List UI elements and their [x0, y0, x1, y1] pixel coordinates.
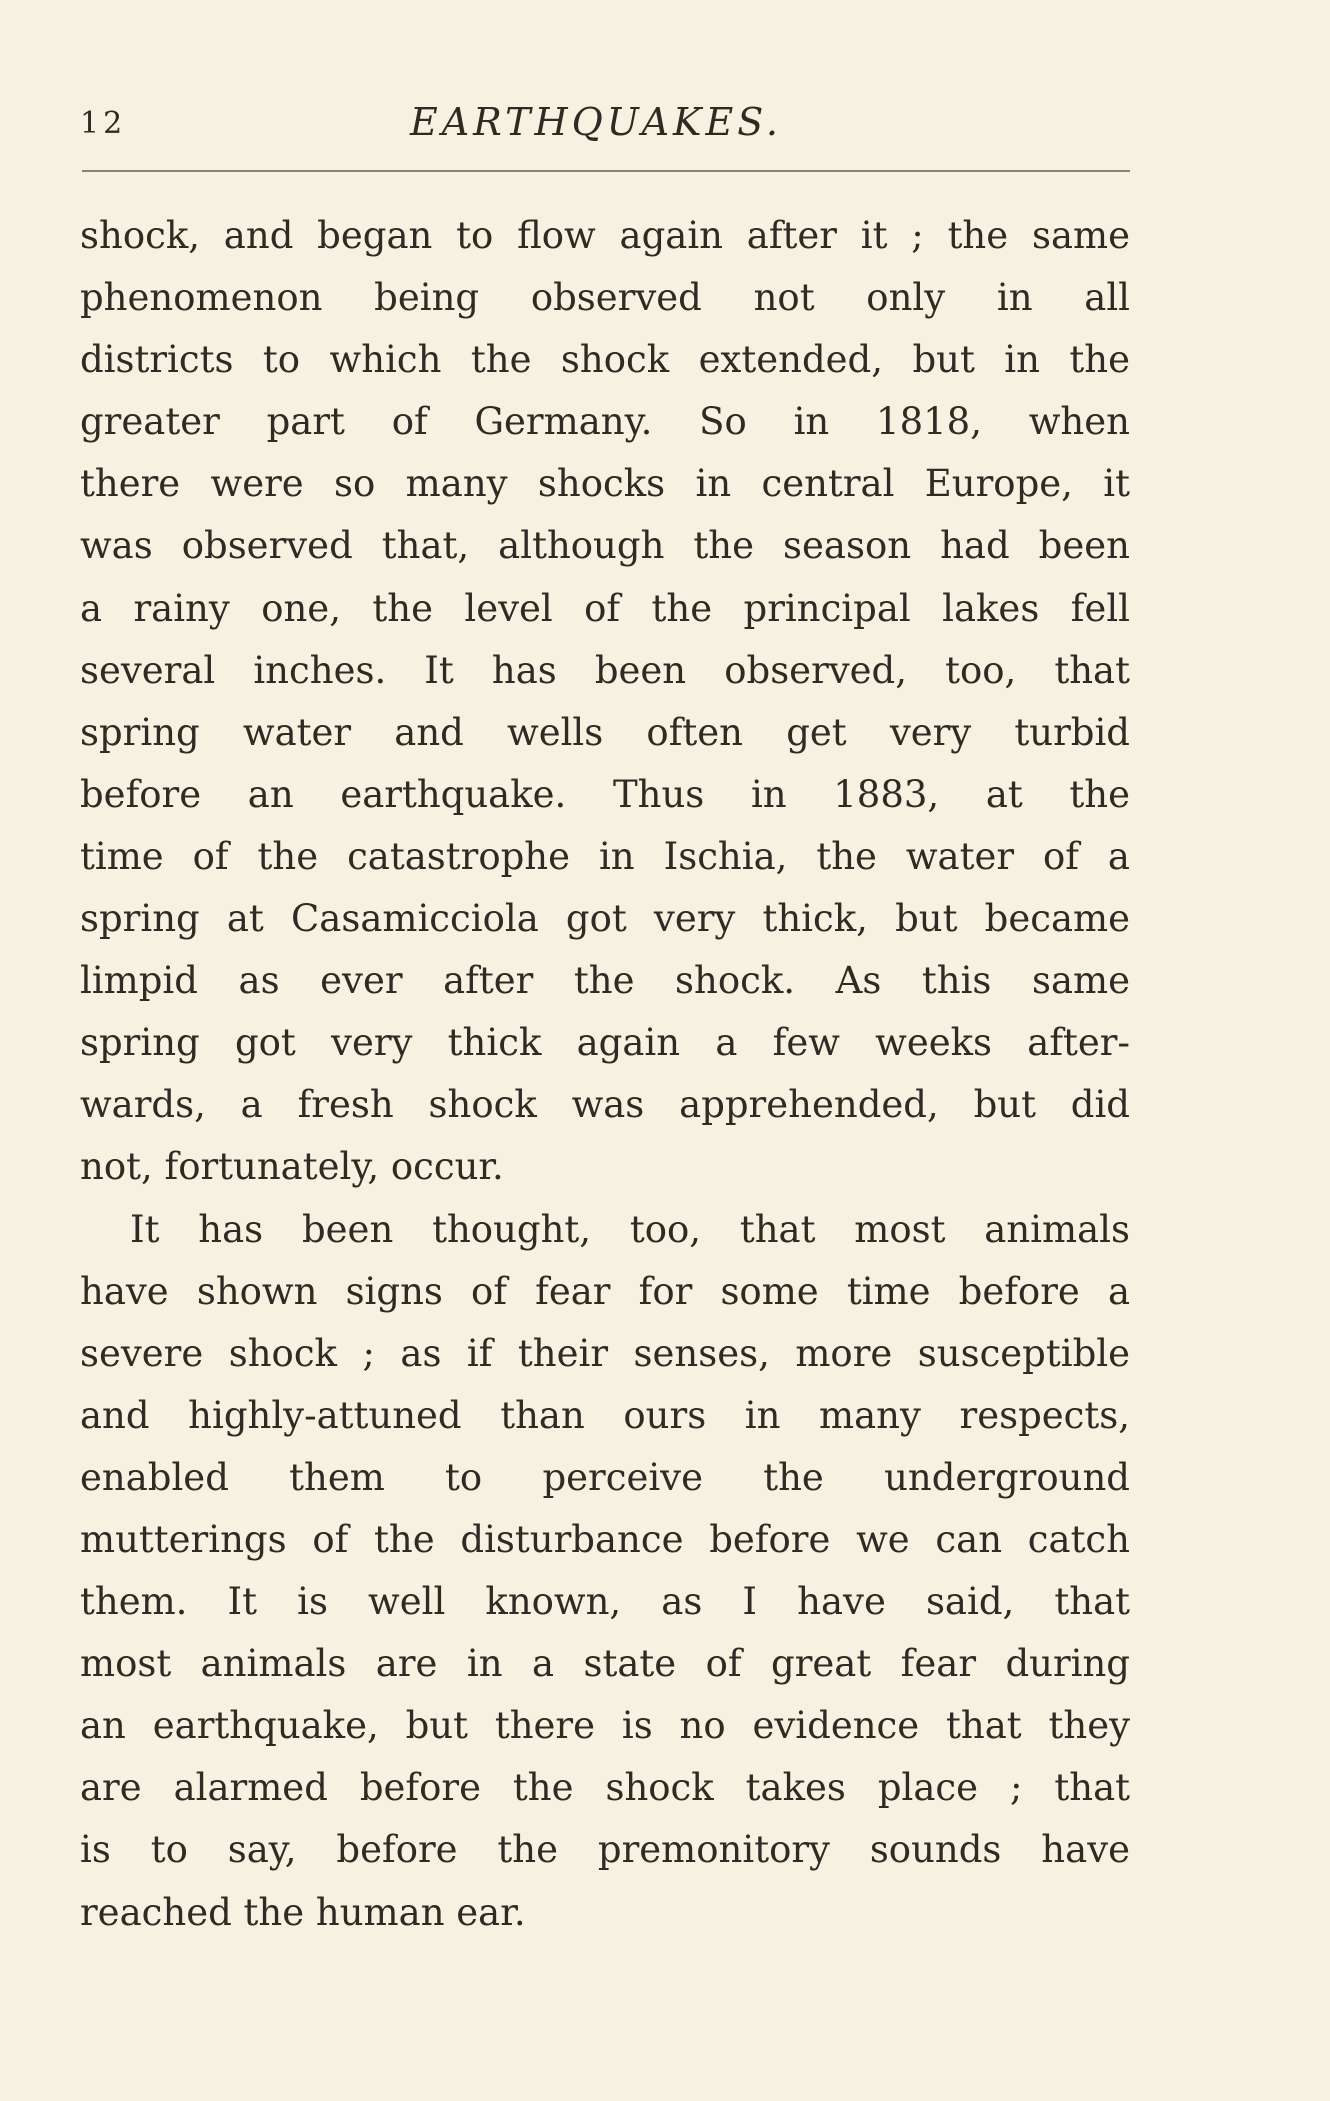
running-title: EARTHQUAKES.	[410, 100, 782, 144]
text-line: shock, and began to flow again after it ; the same	[80, 214, 1130, 257]
text-line: and highly-attuned than ours in many respects,	[80, 1393, 1130, 1437]
text-line: severe shock ; as if their senses, more susceptible	[80, 1331, 1130, 1375]
text-line: most animals are in a state of great fear during	[80, 1642, 1130, 1686]
text-line: It has been thought, too, that most animals	[130, 1207, 1130, 1251]
text-line: spring water and wells often get very turbid	[80, 710, 1130, 754]
text-line: spring got very thick again a few weeks after-	[80, 1021, 1130, 1065]
text-line: a rainy one, the level of the principal lakes fell	[80, 586, 1130, 630]
running-head	[80, 100, 1130, 150]
text-line: limpid as ever after the shock. As this same	[80, 959, 1130, 1003]
text-line: phenomenon being observed not only in all	[80, 276, 1130, 320]
text-line: them. It is well known, as I have said, that	[80, 1580, 1130, 1624]
text-line: was observed that, although the season had been	[80, 524, 1130, 568]
text-line: greater part of Germany. So in 1818, when	[80, 400, 1130, 444]
text-line: reached the human ear.	[80, 1890, 526, 1934]
text-line: before an earthquake. Thus in 1883, at the	[80, 772, 1130, 816]
text-line: are alarmed before the shock takes place ; that	[80, 1766, 1130, 1810]
page-number: 12	[80, 106, 127, 141]
text-line: not, fortunately, occur.	[80, 1145, 504, 1189]
text-line: have shown signs of fear for some time before a	[80, 1269, 1130, 1313]
text-line: an earthquake, but there is no evidence that they	[80, 1704, 1130, 1748]
text-line: is to say, before the premonitory sounds have	[80, 1828, 1130, 1872]
text-line: mutterings of the disturbance before we can catch	[80, 1517, 1130, 1561]
text-line: districts to which the shock extended, but in the	[80, 338, 1130, 382]
text-line: there were so many shocks in central Europe, it	[80, 462, 1130, 506]
text-line: wards, a fresh shock was apprehended, but did	[80, 1083, 1130, 1127]
header-rule	[82, 170, 1130, 172]
text-line: enabled them to perceive the underground	[80, 1455, 1130, 1499]
text-line: several inches. It has been observed, too, that	[80, 648, 1130, 692]
text-line: time of the catastrophe in Ischia, the water of a	[80, 834, 1130, 878]
text-line: spring at Casamicciola got very thick, but became	[80, 897, 1130, 941]
body-text	[80, 205, 1130, 1944]
